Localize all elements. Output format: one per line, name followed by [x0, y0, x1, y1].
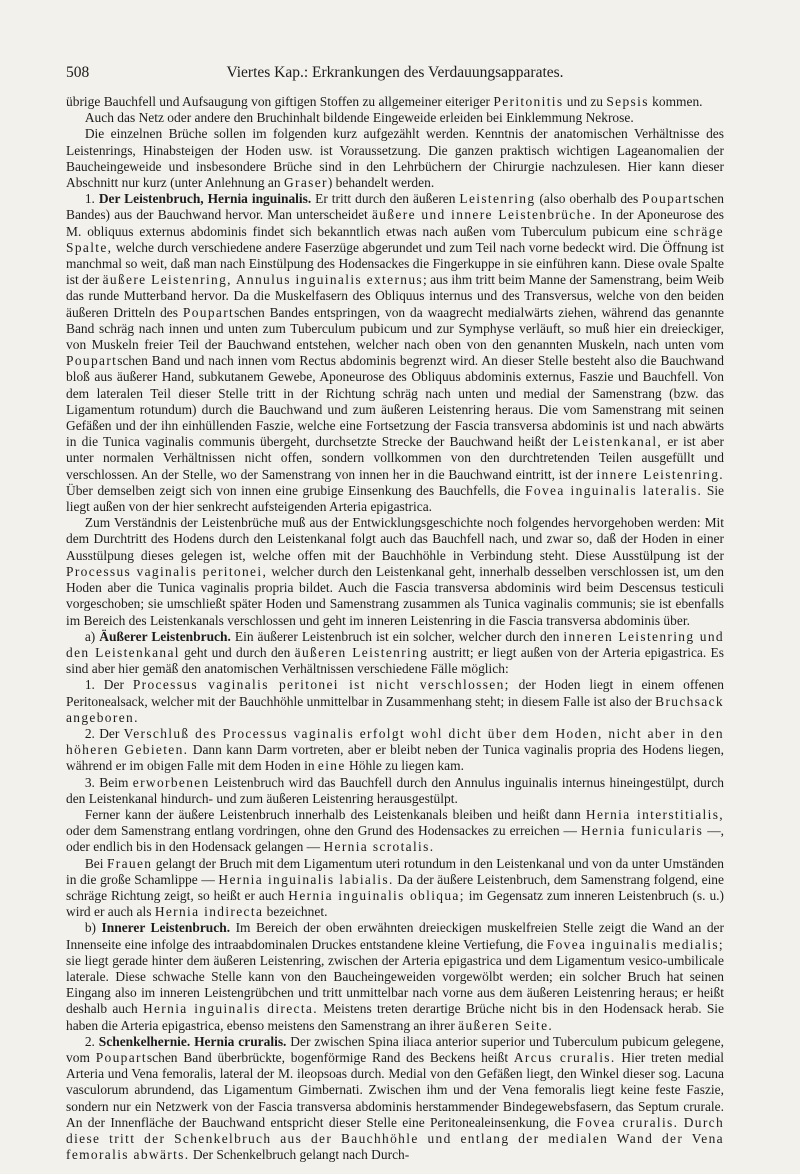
text-run: Er tritt durch den äußeren [311, 191, 460, 207]
spaced-emphasis: Peritonitis [493, 94, 564, 109]
spaced-emphasis: erworbenen [132, 774, 210, 790]
text-run: ; aus ihm tritt beim Manne der Samenstrang, beim Weib das runde Mutterband hervor. Da die Muskelfasern des Obliquus internus und des Transversus, welche von den beiden äußeren Dritteln des [66, 272, 724, 320]
spaced-emphasis: inneren Leistenring und den Leistenkanal [66, 628, 724, 660]
text-run: Ferner kann der äußere Leistenbruch innerhalb des Leistenkanals bleiben und heißt dann [84, 806, 586, 822]
body-text [66, 94, 724, 1163]
text-run: —, oder endlich bis in den Hodensack gelangen — [66, 823, 725, 855]
text-run: Über demselben zeigt sich von innen eine grubige Einsenkung des Bauchfells, die [66, 482, 526, 498]
text-run: Bei [84, 855, 107, 871]
paragraph [66, 920, 724, 1033]
text-run: Leistenbruch wird das Bauchfell durch den Annulus inguinalis internus hineingestülpt, durch den Leistenkanal hindurch- und zum äußeren Leistenring herausgestülpt. [66, 774, 724, 806]
bold-heading: Innerer Leistenbruch. [101, 920, 231, 936]
text-run: schen Band und nach innen vom Rectus abdominis begrenzt wird. An dieser Stelle besteht also die Bauchwand bloß aus äußerer Hand, subkutanem Gewebe, Aponeurose des Obliquus abdominis externus, Faszie und Bauchfell. Von dem lateralen Teil dieser Stelle tritt in der Richtung schräg nach unten und medial der Samenstrang (bzw. das Ligamentum rotundum) durch die Bauchwand und zum äußeren Leistenring heraus. Die vom Samenstrang mit seinen Gefäßen und der ihn einhüllenden Faszie, welche eine Fortsetzung der Fascia transversa abdominis ist und nach abwärts in die Tunica vaginalis communis übergeht, durchsetzte Strecke der Bauchwand heißt der [66, 353, 724, 450]
spaced-emphasis: Hernia scrotalis. [323, 839, 435, 855]
paragraph [66, 677, 724, 726]
paragraph [66, 726, 724, 775]
spaced-emphasis: Frauen [106, 855, 153, 871]
spaced-emphasis: Poupart [95, 1049, 147, 1065]
spaced-emphasis: Processus vaginalis peritonei ist nicht verschlossen; [132, 677, 510, 693]
text-run: übrige Bauchfell und Aufsaugung von giftigen Stoffen zu allgemeiner eiteriger [66, 94, 494, 109]
bold-heading: Schenkelhernie. Hernia cruralis. [98, 1033, 287, 1049]
paragraph [66, 191, 724, 515]
spaced-emphasis: Bruchsack angeboren. [66, 693, 724, 725]
text-run: der Hoden liegt in einem offenen Peritonealsack, welcher mit der Bauchhöhle unmittelbar in Zusammenhang steht; in diesem Falle ist also der [66, 677, 724, 709]
spaced-emphasis: Processus vaginalis peritonei, [66, 563, 268, 579]
text-run: Ein äußerer Leistenbruch ist ein solcher, welcher durch den [230, 628, 564, 644]
page-header [66, 64, 724, 86]
spaced-emphasis: Leistenring [459, 191, 536, 207]
bold-heading: Äußerer Leistenbruch. [99, 628, 231, 644]
text-run: Da der äußere Leistenbruch, dem Samenstrang folgend, eine schräge Richtung zeigt, so heißt er auch [66, 871, 724, 903]
spaced-emphasis: äußeren Leistenring [294, 644, 429, 660]
spaced-emphasis: schräge Spalte, [66, 223, 724, 255]
paragraph [66, 856, 724, 921]
text-run: welcher durch den Leistenkanal geht, innerhalb desselben verschlossen ist, um den Hoden aber die Tunica vaginalis propria bildet. Auch die Fascia transversa abdominis wird beim Descensus testiculi vorgeschoben; sie umschließt später Hoden und Samenstrang zusammen als Tunica vaginalis communis; sie ist ebenfalls im Bereich des Leistenkanals verschlossen und geht im inneren Leistenring in die Fascia transversa abdominis über. [66, 563, 724, 628]
text-run: 2. Der [84, 725, 124, 741]
text-run: sie liegt gerade hinter dem äußeren Leistenring, zwischen der Arteria epigastrica und dem Ligamentum vesico-umbilicale laterale. Diese schwache Stelle kann von den Baucheingeweiden vorgewölbt werden; ein solcher Bruch hat seinen Eingang also im inneren Leistengrübchen und tritt unmittelbar nach vorne aus dem äußeren Leistenring heraus; er heißt deshalb auch [66, 952, 724, 1017]
spaced-emphasis: innere Leistenring. [596, 466, 725, 482]
text-run: Der Schenkelbruch gelangt nach Durch- [189, 1147, 410, 1163]
spaced-emphasis: Hernia inguinalis directa. [142, 1001, 318, 1017]
text-run: geht und durch den [179, 644, 295, 660]
text-run: ) behandelt werden. [327, 175, 435, 191]
spaced-emphasis: Poupart [182, 304, 235, 320]
spaced-emphasis: Fovea inguinalis medialis; [546, 936, 724, 952]
text-run: oder dem Samenstrang entlang vordringen, ohne den Grund des Hodensackes zu erreichen — [66, 823, 581, 839]
text-run: 1. [84, 191, 99, 207]
text-run: schen Bandes) aus der Bauchwand hervor. Man unterscheidet [66, 191, 724, 223]
spaced-emphasis: Fovea cruralis. [576, 1114, 679, 1130]
text-run: und zu [563, 94, 607, 109]
paragraph [66, 126, 724, 191]
running-title: Viertes Kap.: Erkrankungen des Verdauungsapparates. [226, 64, 564, 81]
spaced-emphasis: äußere und innere Leistenbrüche. [372, 207, 597, 223]
spaced-emphasis: Hernia indirecta [154, 904, 264, 920]
text-run: 2. [84, 1033, 99, 1049]
paragraph [66, 629, 724, 678]
spaced-emphasis: Fovea inguinalis lateralis. [525, 482, 703, 498]
text-run: Die einzelnen Brüche sollen im folgenden kurz aufgezählt werden. Kenntnis der anatomischen Verhältnisse des Leistenrings, Hinabsteigen der Hoden usw. ist Voraussetzung. Die ganzen praktisch wichtigen Lageanomalien der Baucheingeweide und insbesondere Brüche sind in den Lehrbüchern der Chirurgie nachzulesen. Hier kann dieser Abschnitt nur kurz (unter Anlehnung an [66, 126, 724, 191]
text-run: Höhle zu liegen kam. [345, 758, 464, 774]
text-run: In der Aponeurose des M. obliquus externus abdominis findet sich bekanntlich etwas nach außen vom Tuberculum pubicum eine [66, 207, 725, 239]
text-run: Zum Verständnis der Leistenbrüche muß aus der Entwicklungsgeschichte noch folgendes hervorgehoben werden: Mit dem Durchtritt des Hodens durch den Leistenkanal folgt auch das Bauchfell nach, und zwar so, daß der Hoden in einer Ausstülpung dieses gelegen ist, welche offen mit der Bauchhöhle in Verbindung steht. Diese Ausstülpung ist der [66, 515, 724, 563]
text-run: er ist aber unter normalen Verhältnissen nicht offen, sondern vollkommen von den durchtretenden Teilen ausgefüllt und verschlossen. An der Stelle, wo der Samenstrang von innen her in die Bauchwand eintritt, ist der [66, 434, 724, 482]
text-run: im Gegensatz zum inneren Leistenbruch (s. u.) wird er auch als [66, 887, 724, 920]
paragraph [66, 1034, 724, 1164]
text-run: austritt; er liegt außen von der Arteria epigastrica. Es sind aber hier gemäß den anatomischen Verhältnissen verschiedene Fälle möglich: [66, 644, 724, 677]
text-run: Hier treten medial Arteria und Vena femoralis, lateral der M. ileopsoas durch. Medial von den Gefäßen liegt, den Winkel dieser sog. Lacuna vasculorum abrundend, das Ligamentum Gimbernati. Zwischen ihm und der Vena femoralis liegt keine feste Faszie, sondern nur ein Netzwerk von der Fascia transversa abdominis herstammender Bindegewebsfasern, das Septum crurale. An der Innenfläche der Bauchwand entspricht dieser Stelle eine Peritonealeinsenkung, die [66, 1049, 725, 1130]
paragraph [66, 775, 724, 807]
text-run: Dann kann Darm vortreten, aber er bleibt neben der Tunica vaginalis propria des Hodens liegen, während er im obigen Falle mit dem Hoden in [66, 742, 724, 774]
spaced-emphasis: Poupart [66, 353, 118, 369]
paragraph [66, 807, 724, 856]
text-run: 3. Beim [84, 774, 133, 790]
spaced-emphasis: Hernia inguinalis labialis. [218, 871, 394, 887]
text-run: a) [84, 628, 100, 644]
spaced-emphasis: Durch diese tritt der Schenkelbruch aus der Bauchhöhle und entlang der medialen Wand der Vena femoralis abwärts. [66, 1114, 725, 1163]
text-run: kommen. [648, 94, 703, 109]
text-run: Auch das Netz oder andere den Bruchinhalt bildende Eingeweide erleiden bei Einklemmung Nekrose. [84, 110, 634, 126]
spaced-emphasis: Verschluß des Processus vaginalis erfolgt wohl dicht über dem Hoden, nicht aber in den höheren Gebieten. [66, 725, 724, 758]
text-run: Sie liegt außen von der hier senkrecht aufsteigenden Arteria epigastrica. [66, 482, 725, 515]
spaced-emphasis: äußere Leistenring, Annulus inguinalis externus [102, 272, 423, 288]
spaced-emphasis: Graser [283, 175, 328, 191]
text-run: 1. Der [84, 677, 133, 693]
text-run: schen Band überbrückte, bogenförmige Rand des Beckens heißt [146, 1049, 514, 1065]
spaced-emphasis: Leistenkanal, [572, 434, 663, 450]
text-run: schen Bandes entspringen, von da waagrecht medialwärts ziehen, während das genannte Band schräg nach innen und unten zum Tuberculum pubicum und zur Symphyse verläuft, so muß hier ein dreieckiger, von Muskeln freier Teil der Bauchwand entstehen, welcher nach oben von den genannten Muskeln, nach unten vom [66, 304, 724, 353]
spaced-emphasis: Arcus cruralis. [513, 1049, 616, 1065]
text-run: b) [84, 920, 102, 936]
text-run: Meistens treten derartige Brüche nicht bis in den Hodensack herab. Sie haben die Arteria epigastrica, ebenso meistens den Samenstrang an ihrer [66, 1001, 724, 1033]
text-run: gelangt der Bruch mit dem Ligamentum uteri rotundum in den Leistenkanal und von da unter Umständen in die große Schamlippe — [66, 855, 724, 887]
spaced-emphasis: äußeren Seite. [458, 1017, 554, 1033]
spaced-emphasis: Hernia funicularis [580, 823, 704, 839]
spaced-emphasis: eine [317, 758, 346, 774]
spaced-emphasis: Hernia interstitialis, [585, 806, 724, 822]
text-run: (also oberhalb des [535, 191, 643, 207]
bold-heading: Der Leistenbruch, Hernia inguinalis. [98, 191, 312, 207]
page-number: 508 [66, 64, 90, 81]
text-run: Im Bereich der oben erwähnten dreieckigen muskelfreien Stelle zeigt die Wand an der Innenseite eine infolge des intraabdominalen Druckes entstandene kleine Vertiefung, die [66, 920, 724, 952]
text-run: Der zwischen Spina iliaca anterior superior und Tuberculum pubicum gelegene, vom [66, 1033, 724, 1065]
text-run: bezeichnet. [263, 904, 328, 920]
spaced-emphasis: Sepsis [606, 94, 649, 109]
paragraph [66, 94, 724, 110]
text-run: welche durch verschiedene andere Faserzüge abgerundet und zum Teil nach vorne bedeckt wird. Die Öffnung ist manchmal so weit, daß man nach Einstülpung des Hodensackes die Fingerkuppe in sie einführen kann. Diese ovale Spalte ist der [66, 239, 724, 288]
spaced-emphasis: Poupart [642, 191, 694, 207]
paragraph [66, 110, 724, 126]
spaced-emphasis: Hernia inguinalis obliqua; [288, 887, 465, 903]
paragraph [66, 515, 724, 628]
